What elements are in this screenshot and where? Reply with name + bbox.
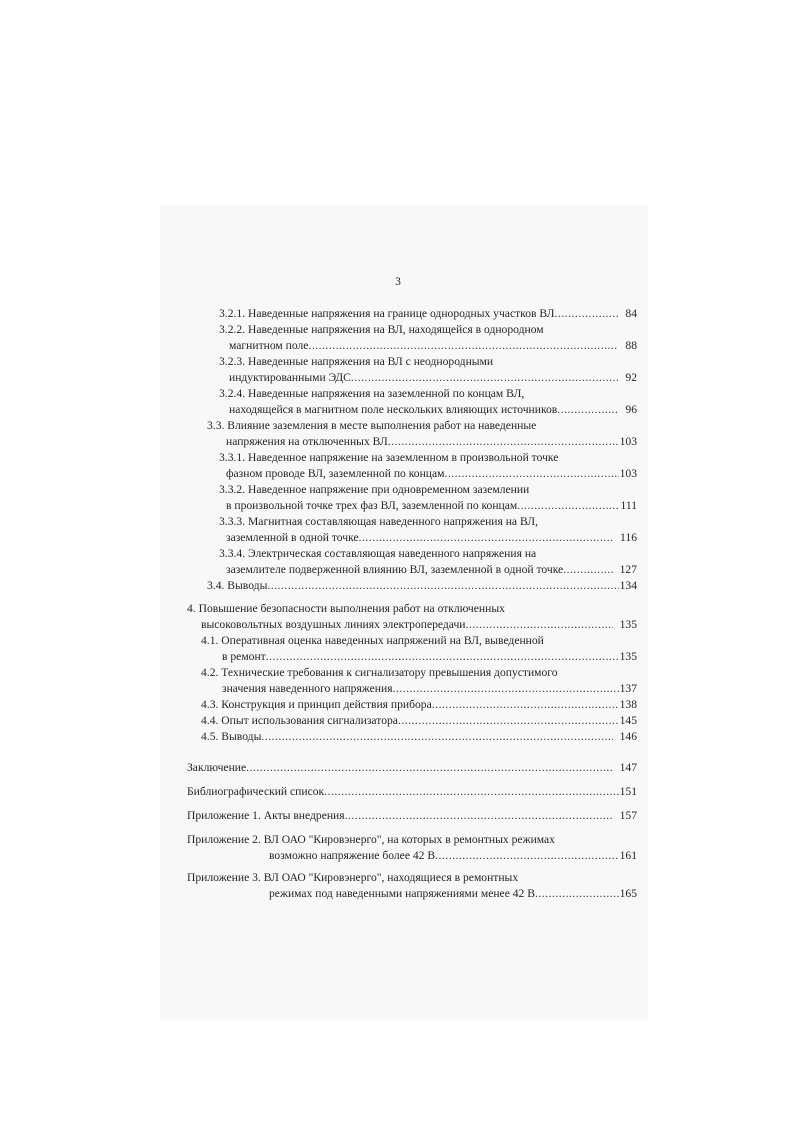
toc-entry-title: 3.3. Влияние заземления в месте выполнения работ на наведенные xyxy=(207,419,537,432)
dot-leader xyxy=(261,729,612,744)
toc-entry-page: 92 xyxy=(625,371,637,384)
toc-entry-4-cont xyxy=(201,617,637,632)
toc-entry-title: магнитном поле xyxy=(229,339,309,352)
toc-entry-4-1-cont xyxy=(222,649,637,664)
toc-entry-bibliography xyxy=(187,784,637,799)
toc-entry-title: заземленной в одной точке xyxy=(226,531,359,544)
toc-entry-page: 157 xyxy=(619,809,637,822)
toc-entry-page: 96 xyxy=(625,403,637,416)
toc-entry-title: Приложение 2. ВЛ ОАО "Кировэнерго", на которых в ремонтных режимах xyxy=(187,833,555,846)
toc-entry-3-3-2 xyxy=(219,482,529,497)
toc-entry-title: 4.3. Конструкция и принцип действия прибора xyxy=(201,698,432,711)
dot-leader xyxy=(393,681,619,696)
toc-entry-page: 135 xyxy=(619,650,637,663)
toc-entry-title: 3.3.4. Электрическая составляющая наведенного напряжения на xyxy=(219,547,537,560)
toc-entry-3-3 xyxy=(207,418,536,433)
dot-leader xyxy=(557,402,618,417)
toc-entry-title: фазном проводе ВЛ, заземленной по концам xyxy=(226,467,445,480)
toc-entry-title: 4.5. Выводы xyxy=(201,730,262,743)
toc-entry-title: 3.2.3. Наведенные напряжения на ВЛ с неоднородными xyxy=(219,355,494,368)
toc-entry-3-3-3-cont xyxy=(226,530,637,545)
toc-entry-appendix-1 xyxy=(187,808,637,823)
toc-entry-page: 161 xyxy=(619,849,637,862)
toc-entry-3-3-1-cont xyxy=(226,466,637,481)
toc-entry-title: 4.4. Опыт использования сигнализатора xyxy=(201,714,398,727)
toc-entry-title: 3.2.1. Наведенные напряжения на границе однородных участков ВЛ xyxy=(219,307,555,320)
toc-entry-page: 165 xyxy=(619,887,637,900)
toc-entry-4-3 xyxy=(201,697,637,712)
toc-entry-title: 4.1. Оперативная оценка наведенных напряжений на ВЛ, выведенной xyxy=(201,634,544,647)
toc-entry-title: 4. Повышение безопасности выполнения работ на отключенных xyxy=(187,602,505,615)
toc-entry-title: Библиографический список xyxy=(187,785,325,798)
dot-leader xyxy=(246,760,612,775)
toc-entry-conclusion xyxy=(187,760,637,775)
toc-entry-4 xyxy=(187,601,505,616)
toc-entry-title: 4.2. Технические требования к сигнализатору превышения допустимого xyxy=(201,666,558,679)
toc-entry-page: 145 xyxy=(619,714,637,727)
toc-entry-title: возможно напряжение более 42 В xyxy=(269,849,436,862)
toc-entry-title: Приложение 1. Акты внедрения xyxy=(187,809,345,822)
toc-entry-3-2-4 xyxy=(219,386,524,401)
toc-entry-page: 127 xyxy=(619,563,637,576)
toc-entry-title: в произвольной точке трех фаз ВЛ, заземленной по концам xyxy=(226,499,518,512)
toc-entry-3-3-4 xyxy=(219,546,536,561)
dot-leader xyxy=(435,848,619,863)
toc-entry-title: 3.3.1. Наведенное напряжение на заземленном в произвольной точке xyxy=(219,451,559,464)
dot-leader xyxy=(266,649,619,664)
toc-entry-page: 137 xyxy=(619,682,637,695)
toc-entry-page: 103 xyxy=(619,435,637,448)
toc-entry-3-3-1 xyxy=(219,450,558,465)
toc-entry-title: 3.3.2. Наведенное напряжение при одновременном заземлении xyxy=(219,483,530,496)
dot-leader xyxy=(388,434,619,449)
toc-entry-appendix-2 xyxy=(187,832,555,847)
toc-entry-3-2-4-cont xyxy=(229,402,637,417)
toc-entry-title: 3.2.4. Наведенные напряжения на заземленной по концам ВЛ, xyxy=(219,387,525,400)
dot-leader xyxy=(535,886,619,901)
dot-leader xyxy=(308,338,618,353)
dot-leader xyxy=(555,306,619,321)
toc-entry-page: 103 xyxy=(619,467,637,480)
toc-entry-title: Заключение xyxy=(187,761,247,774)
page-number: 3 xyxy=(395,276,401,288)
toc-entry-3-2-2-cont xyxy=(229,338,637,353)
toc-entry-title: Приложение 3. ВЛ ОАО "Кировэнерго", находящиеся в ремонтных xyxy=(187,871,519,884)
toc-entry-page: 135 xyxy=(619,618,637,631)
toc-entry-appendix-2-cont xyxy=(269,848,637,863)
toc-entry-page: 84 xyxy=(625,307,637,320)
toc-entry-3-4 xyxy=(207,578,637,593)
dot-leader xyxy=(359,530,613,545)
toc-entry-page: 134 xyxy=(619,579,637,592)
toc-entry-3-3-3 xyxy=(219,514,538,529)
toc-entry-4-2-cont xyxy=(222,681,637,696)
toc-entry-title: индуктированными ЭДС xyxy=(229,371,351,384)
dot-leader xyxy=(517,498,619,513)
toc-entry-3-2-3 xyxy=(219,354,493,369)
toc-entry-page: 116 xyxy=(620,531,637,544)
toc-entry-3-2-3-cont xyxy=(229,370,637,385)
dot-leader xyxy=(324,784,618,799)
toc-entry-4-5 xyxy=(201,729,637,744)
toc-entry-title: в ремонт xyxy=(222,650,266,663)
dot-leader xyxy=(563,562,612,577)
toc-entry-3-2-2 xyxy=(219,322,544,337)
dot-leader xyxy=(466,617,613,632)
dot-leader xyxy=(398,713,619,728)
toc-entry-title: находящейся в магнитном поле нескольких влияющих источников xyxy=(229,403,558,416)
toc-entry-4-2 xyxy=(201,665,558,680)
dot-leader xyxy=(432,697,619,712)
toc-entry-title: 3.4. Выводы xyxy=(207,579,268,592)
toc-entry-appendix-3 xyxy=(187,870,518,885)
dot-leader xyxy=(351,370,619,385)
toc-entry-title: высоковольтных воздушных линиях электропередачи xyxy=(201,618,466,631)
toc-entry-title: напряжения на отключенных ВЛ xyxy=(226,435,388,448)
toc-entry-page: 146 xyxy=(619,730,637,743)
toc-entry-4-1 xyxy=(201,633,544,648)
toc-entry-page: 147 xyxy=(619,761,637,774)
toc-entry-4-4 xyxy=(201,713,637,728)
dot-leader xyxy=(444,466,618,481)
toc-entry-3-3-2-cont xyxy=(226,498,637,513)
toc-entry-page: 88 xyxy=(625,339,637,352)
toc-entry-page: 151 xyxy=(619,785,637,798)
toc-entry-title: 3.3.3. Магнитная составляющая наведенного напряжения на ВЛ, xyxy=(219,515,539,528)
toc-entry-title: 3.2.2. Наведенные напряжения на ВЛ, находящейся в однородном xyxy=(219,323,544,336)
toc-entry-title: значения наведенного напряжения xyxy=(222,682,393,695)
toc-entry-3-3-cont xyxy=(226,434,637,449)
dot-leader xyxy=(345,808,613,823)
toc-entry-3-2-1 xyxy=(219,306,637,321)
toc-entry-title: режимах под наведенными напряжениями менее 42 В xyxy=(269,887,535,900)
toc-entry-title: заземлителе подверженной влиянию ВЛ, заземленной в одной точке xyxy=(226,563,564,576)
toc-entry-page: 138 xyxy=(619,698,637,711)
toc-entry-appendix-3-cont xyxy=(269,886,637,901)
dot-leader xyxy=(267,578,618,593)
toc-entry-page: 111 xyxy=(620,499,637,512)
toc-entry-3-3-4-cont xyxy=(226,562,637,577)
